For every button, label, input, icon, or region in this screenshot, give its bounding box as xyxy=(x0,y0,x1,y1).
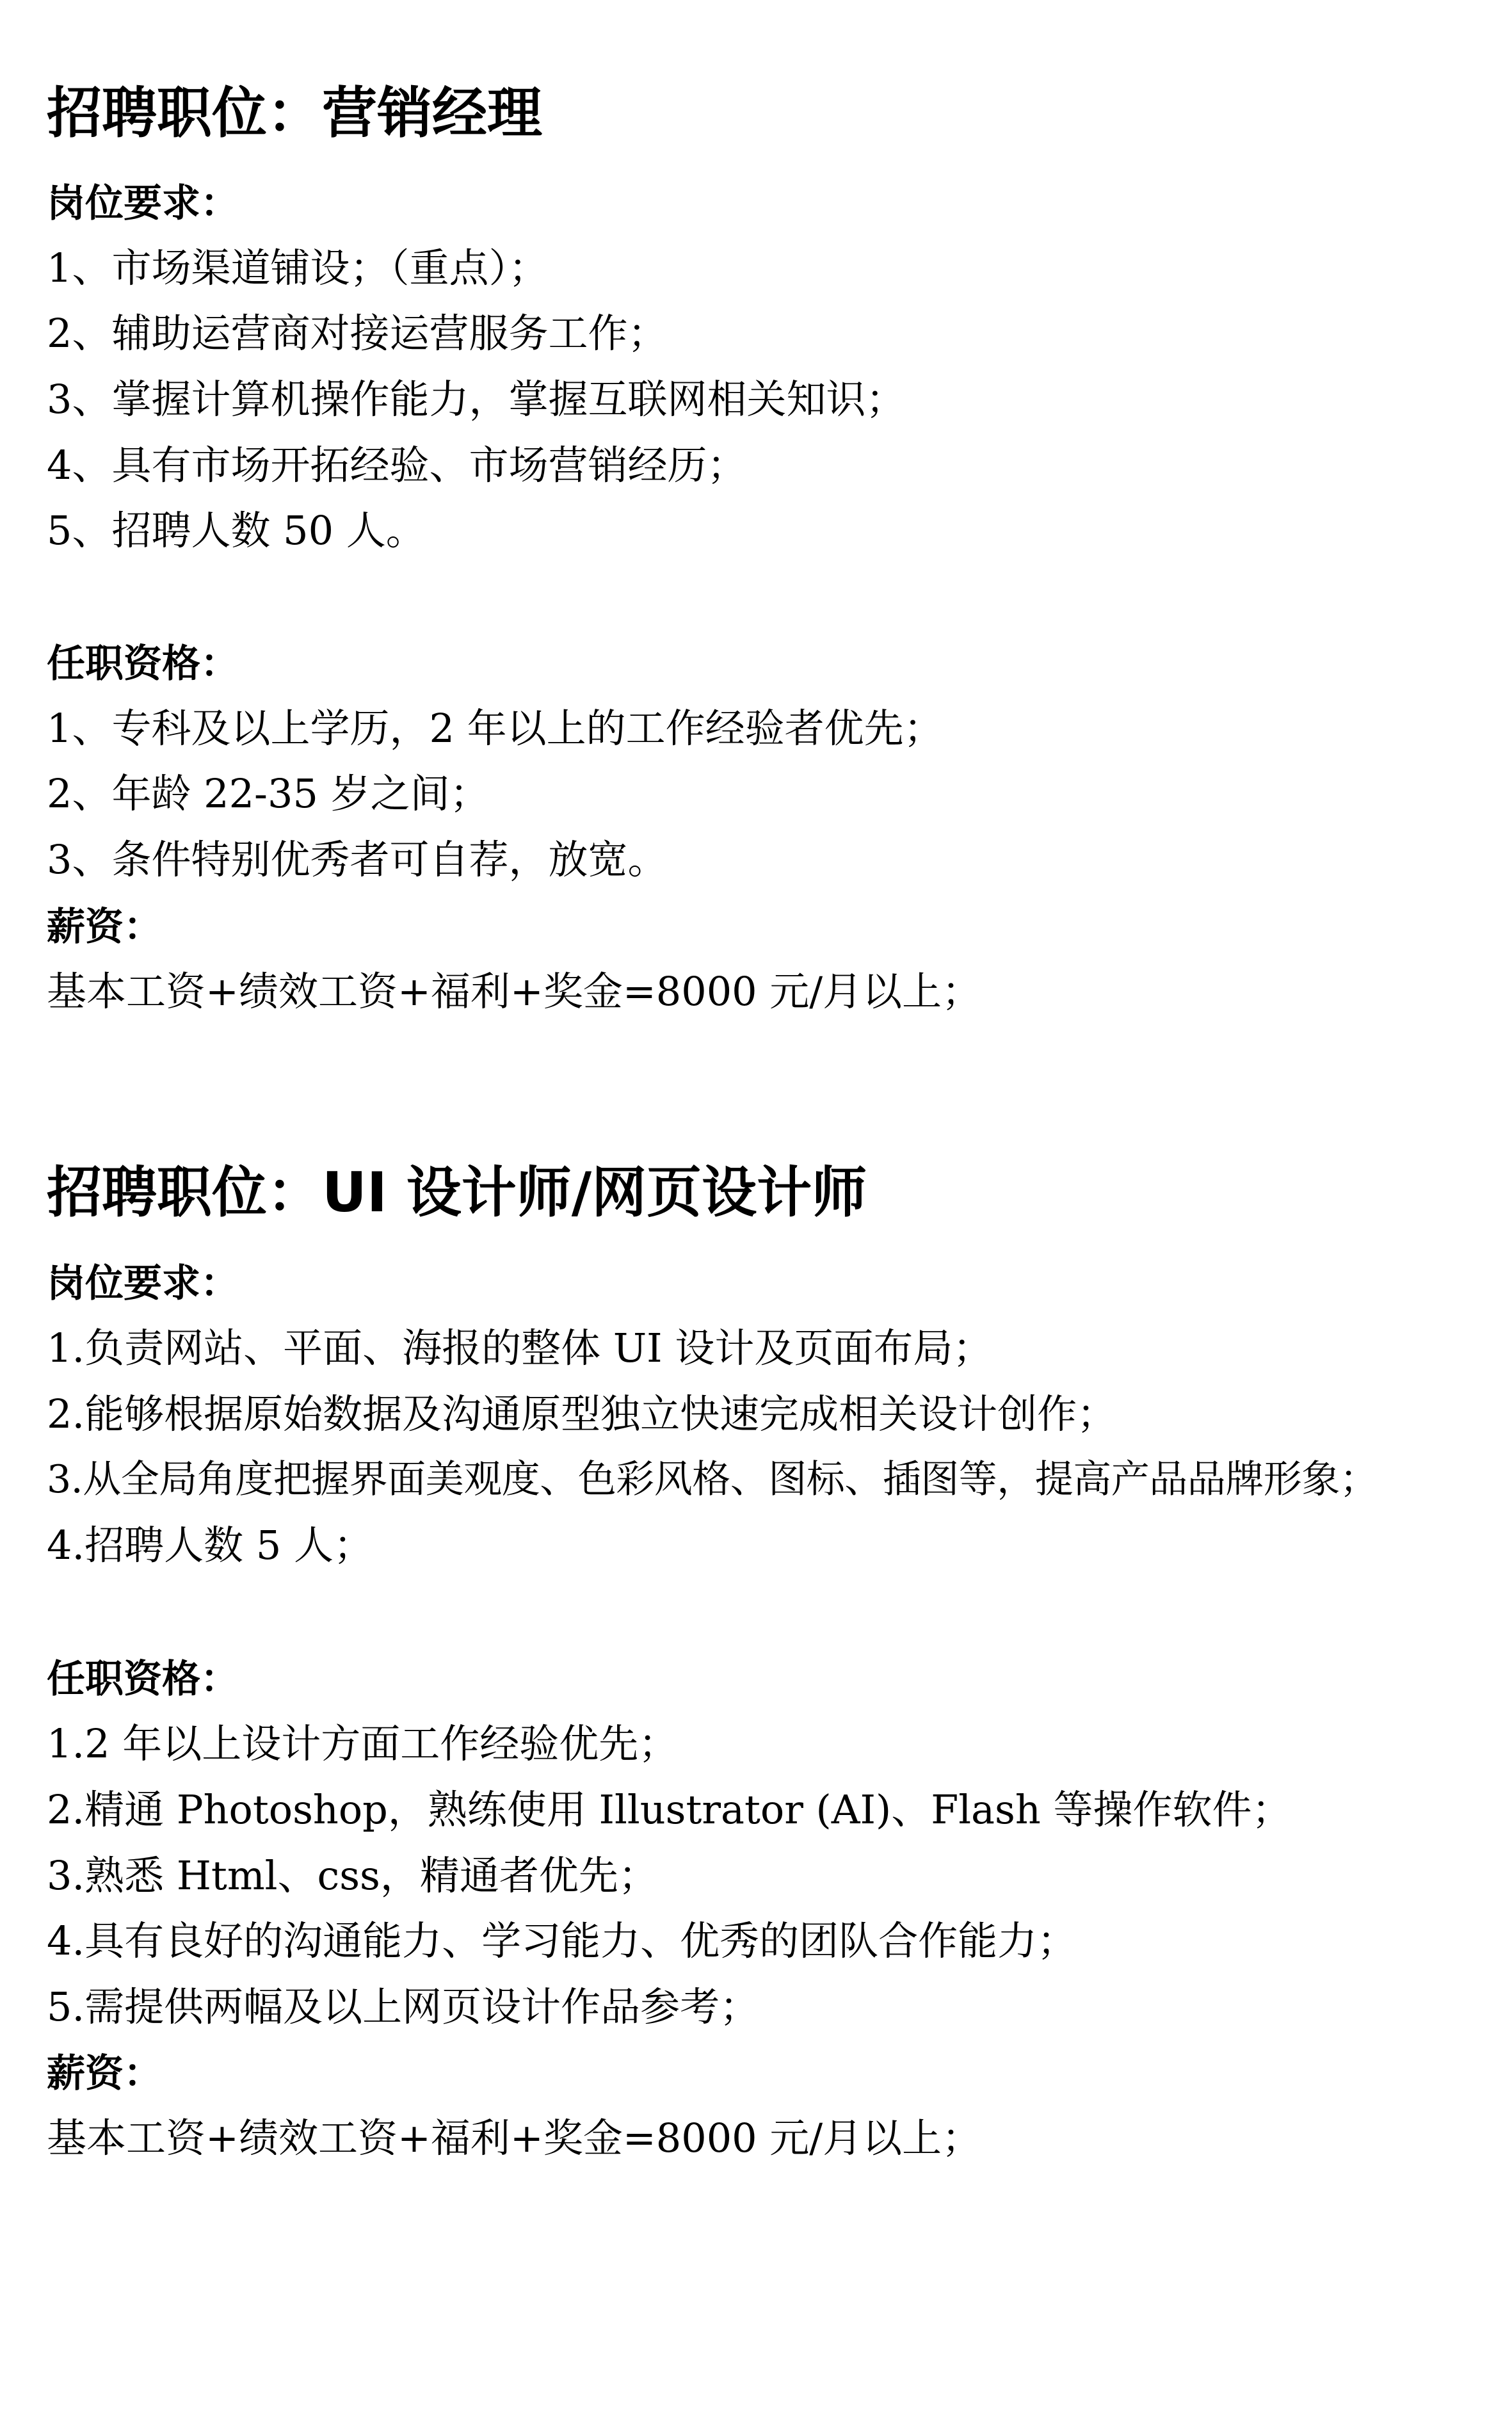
requirement-item: 2.能够根据原始数据及沟通原型独立快速完成相关设计创作； xyxy=(47,1391,1117,1437)
requirement-item: 1.负责网站、平面、海报的整体 UI 设计及页面布局； xyxy=(47,1325,993,1371)
salary-text: 基本工资+绩效工资+福利+奖金=8000 元/月以上； xyxy=(47,968,982,1015)
requirement-item: 5、招聘人数 50 人。 xyxy=(47,507,426,554)
requirements-heading: 岗位要求： xyxy=(47,1261,239,1306)
requirement-item: 2、辅助运营商对接运营服务工作； xyxy=(47,310,668,357)
qualification-item: 2.精通 Photoshop，熟练使用 Illustrator (AI)、Flash 等操作软件； xyxy=(47,1786,1292,1833)
salary-heading: 薪资： xyxy=(47,905,162,949)
requirement-item: 3、掌握计算机操作能力，掌握互联网相关知识； xyxy=(47,376,906,423)
salary-text: 基本工资+绩效工资+福利+奖金=8000 元/月以上； xyxy=(47,2115,982,2161)
requirement-item: 4、具有市场开拓经验、市场营销经历； xyxy=(47,442,747,488)
job-title-marketing-manager: 招聘职位：营销经理 xyxy=(47,81,542,145)
qualifications-heading: 任职资格： xyxy=(47,1657,239,1702)
qualification-item: 3.熟悉 Html、css，精通者优先； xyxy=(47,1852,658,1899)
requirements-heading: 岗位要求： xyxy=(47,181,239,226)
qualification-item: 3、条件特别优秀者可自荐，放宽。 xyxy=(47,836,668,883)
qualification-item: 1.2 年以上设计方面工作经验优先； xyxy=(47,1720,679,1767)
qualification-item: 1、专科及以上学历，2 年以上的工作经验者优先； xyxy=(47,705,944,752)
qualifications-heading: 任职资格： xyxy=(47,641,239,686)
qualification-item: 5.需提供两幅及以上网页设计作品参考； xyxy=(47,1983,760,2030)
requirement-item: 3.从全局角度把握界面美观度、色彩风格、图标、插图等，提高产品品牌形象； xyxy=(47,1457,1378,1502)
qualification-item: 4.具有良好的沟通能力、学习能力、优秀的团队合作能力； xyxy=(47,1917,1077,1964)
salary-heading: 薪资： xyxy=(47,2051,162,2096)
job-title-ui-designer: 招聘职位：UI 设计师/网页设计师 xyxy=(47,1161,867,1225)
qualification-item: 2、年龄 22-35 岁之间； xyxy=(47,770,490,817)
requirement-item: 1、市场渠道铺设；（重点）； xyxy=(47,245,549,291)
requirement-item: 4.招聘人数 5 人； xyxy=(47,1522,374,1569)
